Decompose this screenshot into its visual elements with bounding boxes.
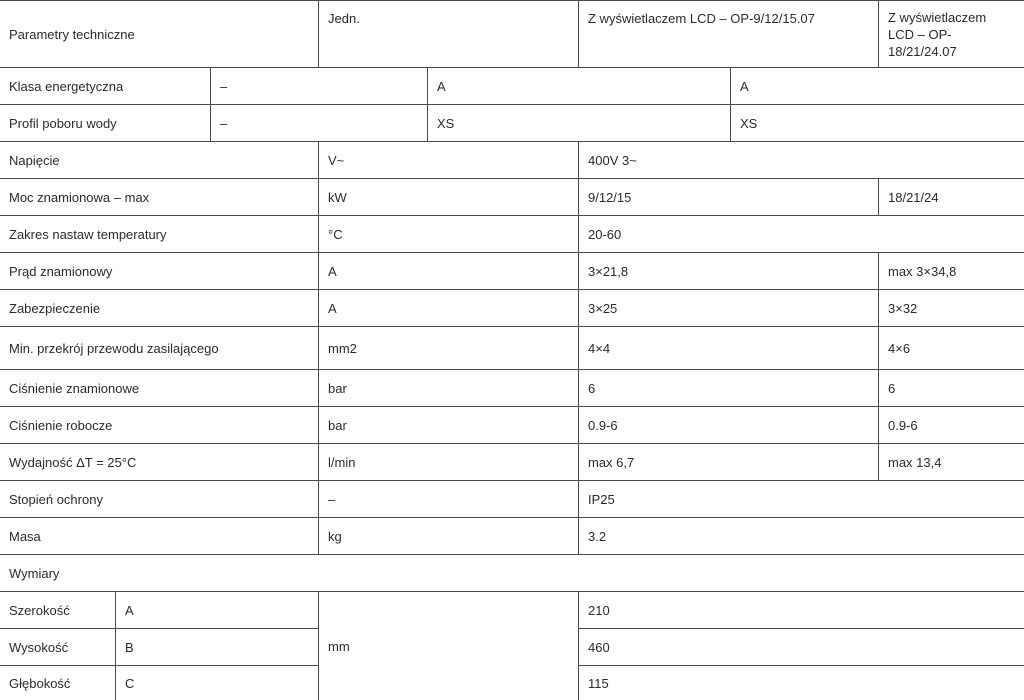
row-value-1: 0.9-6 [578,406,878,443]
row-value-1: 4×4 [578,326,878,369]
row-value-1: 3×21,8 [578,252,878,289]
row-value-1: 9/12/15 [578,178,878,215]
row-value-2: 18/21/24 [878,178,1024,215]
header-unit: Jedn. [318,0,578,67]
row-unit: bar [318,369,578,406]
row-label: Wydajność ΔT = 25°C [0,443,318,480]
row-unit: A [318,289,578,326]
row-code: B [115,628,318,665]
dimensions-unit: mm [318,591,578,700]
row-value-2: max 13,4 [878,443,1024,480]
row-label: Masa [0,517,318,554]
row-unit: – [210,67,427,104]
row-value: 210 [578,591,1024,628]
row-label: Wysokość [0,628,115,665]
row-unit: °C [318,215,578,252]
row-value-2: 0.9-6 [878,406,1024,443]
row-value-2: max 3×34,8 [878,252,1024,289]
row-unit: mm2 [318,326,578,369]
row-label: Ciśnienie znamionowe [0,369,318,406]
row-value: 20-60 [578,215,1024,252]
row-value-2: XS [730,104,1024,141]
row-label: Profil poboru wody [0,104,210,141]
row-unit: – [210,104,427,141]
row-label: Zakres nastaw temperatury [0,215,318,252]
row-value: IP25 [578,480,1024,517]
header-parametry: Parametry techniczne [0,0,318,67]
row-label: Prąd znamionowy [0,252,318,289]
header-model-1: Z wyświetlaczem LCD – OP-9/12/15.07 [578,0,878,67]
row-unit: A [318,252,578,289]
header-model-2: Z wyświetlaczem LCD – OP-18/21/24.07 [878,0,1024,67]
row-label: Napięcie [0,141,318,178]
row-value-1: 6 [578,369,878,406]
row-label: Ciśnienie robocze [0,406,318,443]
row-value: 3.2 [578,517,1024,554]
row-unit: kW [318,178,578,215]
row-label: Szerokość [0,591,115,628]
row-code: A [115,591,318,628]
row-value: 400V 3~ [578,141,1024,178]
row-value-1: XS [427,104,730,141]
row-label: Zabezpieczenie [0,289,318,326]
row-value-2: 6 [878,369,1024,406]
row-value: 460 [578,628,1024,665]
row-value-2: 3×32 [878,289,1024,326]
row-label: Min. przekrój przewodu zasilającego [0,326,318,369]
row-value-1: 3×25 [578,289,878,326]
row-value-1: A [427,67,730,104]
row-value-1: max 6,7 [578,443,878,480]
row-label: Głębokość [0,665,115,700]
row-label: Klasa energetyczna [0,67,210,104]
row-unit: bar [318,406,578,443]
row-value-2: A [730,67,1024,104]
row-value-2: 4×6 [878,326,1024,369]
section-heading-dimensions: Wymiary [0,554,1024,591]
row-unit: kg [318,517,578,554]
row-code: C [115,665,318,700]
row-label: Moc znamionowa – max [0,178,318,215]
row-unit: l/min [318,443,578,480]
row-value: 115 [578,665,1024,700]
row-unit: – [318,480,578,517]
row-unit: V~ [318,141,578,178]
row-label: Stopień ochrony [0,480,318,517]
